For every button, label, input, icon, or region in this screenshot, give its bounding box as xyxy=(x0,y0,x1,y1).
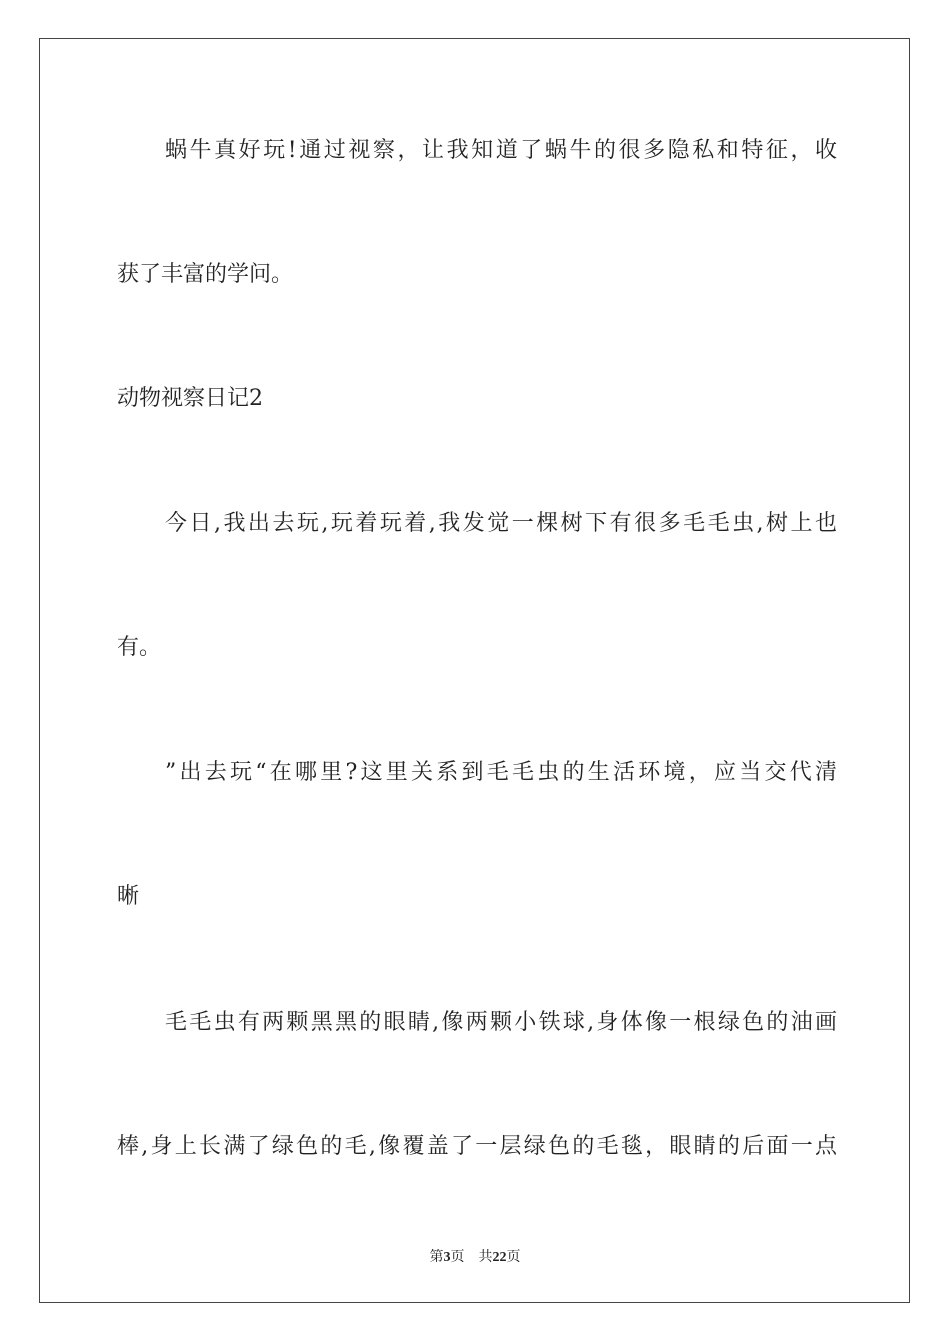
paragraph-5-line-2: 棒,身上长满了绿色的毛,像覆盖了一层绿色的毛毯，眼睛的后面一点 xyxy=(117,1134,837,1159)
section-heading: 动物视察日记2 xyxy=(117,386,263,411)
page-footer xyxy=(0,1247,950,1268)
paragraph-4-line-1: ”出去玩“在哪里?这里关系到毛毛虫的生活环境，应当交代清 xyxy=(165,760,837,785)
paragraph-4-line-2: 晰 xyxy=(117,884,140,909)
paragraph-3-line-1: 今日,我出去玩,玩着玩着,我发觉一棵树下有很多毛毛虫,树上也 xyxy=(165,511,837,536)
paragraph-1-line-2: 获了丰富的学问。 xyxy=(117,262,294,287)
page-border xyxy=(39,38,910,1303)
footer-page-number: 3 xyxy=(443,1250,451,1265)
footer-page-suffix: 页 xyxy=(450,1249,465,1265)
footer-page-prefix: 第 xyxy=(429,1249,444,1265)
footer-total-suffix: 页 xyxy=(506,1249,521,1265)
footer-total-prefix: 共 xyxy=(478,1249,493,1265)
paragraph-3-line-2: 有。 xyxy=(117,635,162,660)
paragraph-1-line-1: 蜗牛真好玩!通过视察，让我知道了蜗牛的很多隐私和特征，收 xyxy=(165,138,837,163)
footer-total-pages: 22 xyxy=(492,1250,507,1265)
paragraph-5-line-1: 毛毛虫有两颗黑黑的眼睛,像两颗小铁球,身体像一根绿色的油画 xyxy=(165,1010,837,1035)
